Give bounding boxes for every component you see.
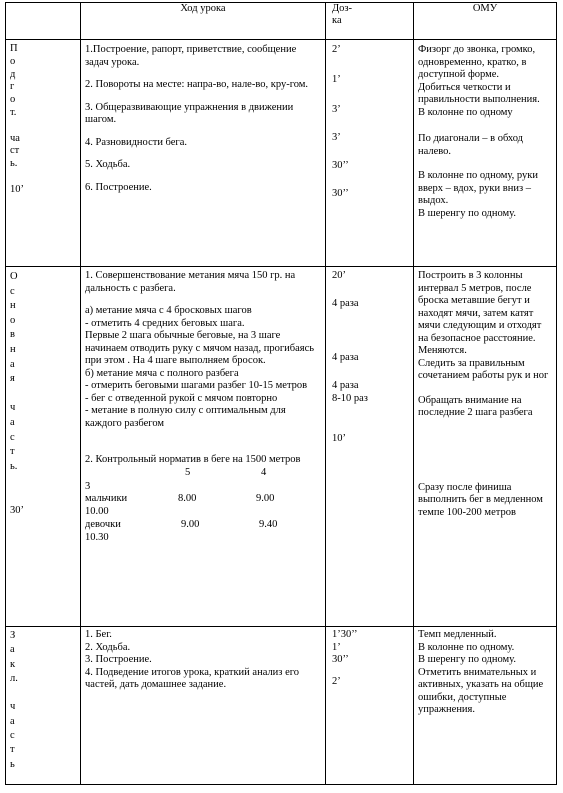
prep-letter: П (10, 43, 18, 54)
final-item: 4. Подведение итогов урока, краткий анализ его частей, дать домашнее задание. (85, 666, 300, 690)
main-dose: 4 раза (332, 380, 359, 391)
main-letter: с (10, 285, 15, 297)
prep-item: 1.Построение, рапорт, приветствие, сообщение задач урока. (85, 44, 297, 68)
prep-omu: Добиться четкости и правильности выполнения. (418, 81, 540, 105)
main-sub-b1: - отмерить беговыми шагами разбег 10-15 метров (85, 380, 308, 391)
prep-letter: г (10, 81, 15, 93)
main-letter: я (10, 373, 15, 385)
norm-value-5: 9.00 (181, 518, 200, 530)
norm-head-5: 5 (185, 466, 191, 478)
section-final-content (81, 627, 326, 785)
norm-value-3: 10.00 (85, 506, 109, 517)
prep-letter: т. (10, 106, 17, 118)
norm-label: девочки (85, 518, 121, 530)
norm-value-4: 9.40 (259, 518, 278, 530)
final-dose: 1’30’’ (332, 629, 358, 640)
main-sub-b: б) метание мяча с полного разбега (85, 367, 239, 379)
main-letter: н (10, 343, 16, 355)
final-letter: т (10, 744, 15, 756)
final-omu: В шеренгу по одному. (418, 654, 517, 665)
section-prep-row (6, 40, 557, 267)
prep-dose: 3’ (332, 104, 341, 115)
lesson-plan-table (5, 2, 557, 785)
norm-row-boys (85, 493, 321, 506)
norm-label: мальчики (85, 493, 128, 504)
header-blank (6, 3, 81, 40)
final-item: 1. Бег. (85, 629, 112, 640)
section-final-row (6, 627, 557, 785)
main-dose: 10’ (332, 432, 346, 444)
prep-letter: д (10, 68, 16, 80)
main-sub-a: а) метание мяча с 4 бросковых шагов (85, 305, 252, 316)
prep-letter: ча (10, 132, 20, 144)
prep-dose: 2’ (332, 44, 341, 55)
prep-omu: В колонне по одному (418, 106, 513, 118)
norm-head-4: 4 (261, 466, 267, 478)
main-letter: ь. (10, 460, 18, 472)
final-letter: ь (10, 758, 15, 770)
final-dose: 2’ (332, 676, 341, 687)
header-omu-text: ОМУ (472, 3, 498, 14)
prep-dose: 3’ (332, 132, 341, 143)
main-letter: с (10, 431, 15, 443)
main-omu-1: Построить в 3 колонны интервал 5 метров, после броска метавшие бегут и находят мячи, затем катят мячи следующим и отходят на безопасное расстояние. Меняются. (418, 270, 542, 356)
header-dosage-text: Доз- ка (332, 3, 353, 26)
prep-dose: 30’’ (332, 188, 349, 199)
section-final-label (6, 627, 81, 785)
section-prep-content (81, 40, 326, 267)
final-item: 3. Построение. (85, 654, 152, 665)
section-main-label (6, 267, 81, 627)
section-prep-label (6, 40, 81, 267)
section-final-omu (414, 627, 557, 785)
main-sub-b2: - бег с отведенной рукой с мячом повторно (85, 392, 278, 404)
main-letter: в (10, 329, 15, 341)
main-letter: а (10, 416, 15, 428)
prep-omu: В шеренгу по одному. (418, 207, 517, 219)
prep-omu: Физорг до звонка, громко, одновременно, кратко, в доступной форме. (418, 44, 536, 80)
prep-dose: 30’’ (332, 160, 349, 171)
header-dosage (326, 3, 414, 40)
norm-value-4: 9.00 (256, 493, 275, 504)
final-letter: а (10, 715, 15, 727)
norm-value-5: 8.00 (178, 493, 197, 504)
prep-item: 6. Построение. (85, 181, 152, 193)
main-omu-2: Следить за правильным сочетанием работы рук и ног (418, 357, 549, 381)
prep-letter: ь. (10, 158, 18, 170)
header-lesson-flow-text: Ход урока (180, 3, 226, 14)
main-dose: 20’ (332, 270, 346, 281)
prep-letter: о (10, 55, 16, 67)
final-omu: Отметить внимательных и активных, указать на общие ошибки, доступные упражнения. (418, 666, 544, 715)
main-letter: о (10, 314, 16, 326)
final-item: 2. Ходьба. (85, 641, 131, 653)
main-dose: 8-10 раз (332, 392, 368, 404)
section-prep-doses (326, 40, 414, 267)
prep-letter: о (10, 94, 16, 106)
main-omu-3: Обращать внимание на последние 2 шага разбега (418, 394, 533, 418)
prep-item: 5. Ходьба. (85, 159, 131, 170)
header-omu (414, 3, 557, 40)
main-item-1: 1. Совершенствование метания мяча 150 гр. на дальность с разбега. (85, 270, 296, 294)
section-prep-omu (414, 40, 557, 267)
section-main-content (81, 267, 326, 627)
main-sub-a2: Первые 2 шага обычные беговые, на 3 шаге начинаем отводить руку с мячом назад, прогибаясь при этом . На 4 шаге выполняем бросок. (85, 330, 315, 366)
lesson-plan-page (5, 2, 556, 790)
main-letter: т (10, 446, 15, 458)
final-letter: ч (10, 701, 16, 713)
main-letter: О (10, 271, 18, 282)
main-letter: ч (10, 402, 16, 414)
norm-row-girls (85, 519, 321, 532)
norm-head-row (85, 467, 321, 481)
prep-item: 4. Разновидности бега. (85, 136, 188, 148)
final-dose: 30’’ (332, 654, 349, 665)
section-main-doses (326, 267, 414, 627)
section-final-doses (326, 627, 414, 785)
final-letter: а (10, 644, 15, 656)
prep-dose: 1’ (332, 74, 341, 85)
final-omu: В колонне по одному. (418, 641, 515, 653)
header-row (6, 3, 557, 40)
final-omu: Темп медленный. (418, 629, 497, 640)
section-main-omu (414, 267, 557, 627)
final-letter: с (10, 730, 15, 742)
main-dose: 4 раза (332, 298, 359, 309)
final-dose: 1’ (332, 641, 341, 653)
main-time: 30’ (10, 505, 24, 517)
prep-omu: По диагонали – в обход налево. (418, 133, 524, 157)
final-letter: л. (10, 672, 18, 684)
main-sub-a1: - отметить 4 средних беговых шага. (85, 317, 245, 329)
prep-item: 2. Повороты на месте: напра-во, нале-во, кру-гом. (85, 79, 309, 90)
final-letter: к (10, 658, 16, 670)
prep-letter: ст (10, 145, 20, 157)
norm-head-3: 3 (85, 480, 91, 492)
main-sub-b3: - метание в полную силу с оптимальным для каждого разбегом (85, 405, 286, 429)
main-letter: а (10, 358, 15, 370)
main-letter: н (10, 300, 16, 312)
prep-item: 3. Общеразвивающие упражнения в движении шагом. (85, 101, 294, 125)
norm-value-3: 10.30 (85, 531, 109, 543)
section-main-row (6, 267, 557, 627)
main-omu-4: Сразу после финиша выполнить бег в медленном темпе 100-200 метров (418, 481, 543, 518)
main-item-2: 2. Контрольный норматив в беге на 1500 метров (85, 454, 301, 465)
main-dose: 4 раза (332, 352, 359, 363)
final-letter: З (10, 630, 16, 641)
header-lesson-flow (81, 3, 326, 40)
prep-omu: В колонне по одному, руки вверх – вдох, руки вниз – выдох. (418, 170, 538, 206)
prep-time: 10’ (10, 183, 24, 195)
